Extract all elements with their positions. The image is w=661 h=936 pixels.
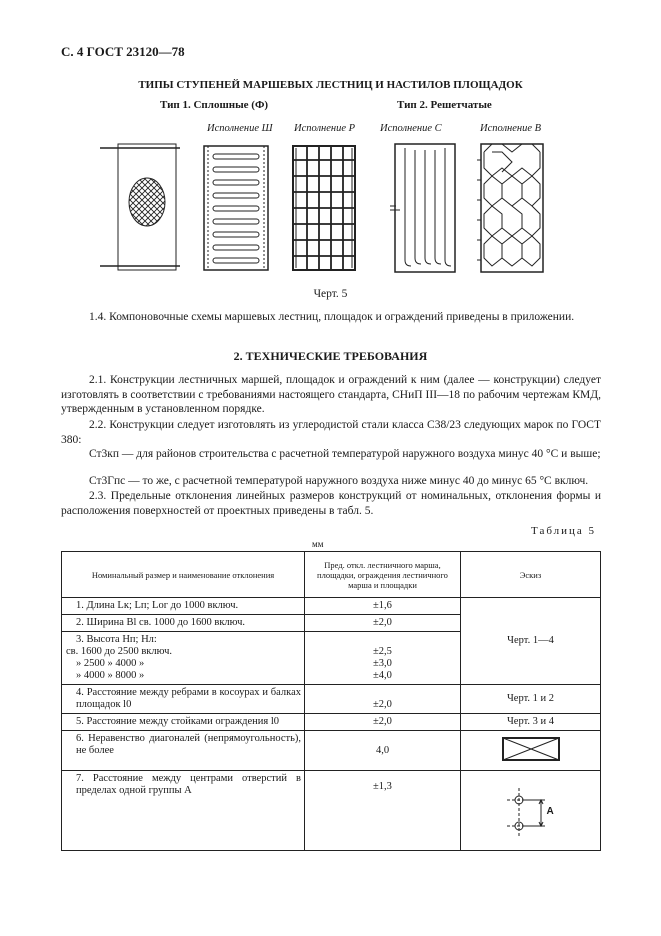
variant-v: Исполнение В: [480, 123, 542, 134]
hole-spacing-sketch: [501, 780, 561, 842]
para-2-3: 2.3. Предельные отклонения линейных размеров конструкций от номинальных, отклонения формы и расположения поверхностей от проектных приведены в табл. 5.: [61, 490, 601, 517]
section-2-title: 2. ТЕХНИЧЕСКИЕ ТРЕБОВАНИЯ: [233, 349, 428, 363]
sketch-ref-1-4: Черт. 1—4: [461, 598, 601, 685]
variant-r: Исполнение Р: [294, 123, 356, 134]
table-row: 5. Расстояние между стойками ограждения l0 ±2,0 Черт. 3 и 4: [62, 714, 601, 731]
para-2-1: 2.1. Конструкции лестничных маршей, площадок и ограждений к ним (далее — конструкции) следует изготовлять в соответствии с требованиями настоящего стандарта, СНиП III—18 по рабочим чертежам КМД, утвержденным в установленном порядке.: [61, 374, 601, 415]
step-types-drawing: [100, 140, 570, 280]
header-name: Номинальный размер и наименование отклонения: [62, 552, 305, 598]
dim-label: А: [546, 806, 554, 817]
table-row: 2. Ширина Bl св. 1000 до 1600 включ. ±2,0: [62, 615, 601, 632]
slotted-step-sketch: [204, 146, 268, 270]
deviation-table: [61, 551, 601, 851]
bar-step-sketch: [390, 144, 455, 272]
variant-sh: Исполнение Ш: [207, 123, 273, 134]
para-2-2: 2.2. Конструкции следует изготовлять из углеродистой стали класса С38/23 следующих марок по ГОСТ 380:: [61, 419, 601, 446]
table-row: 4. Расстояние между ребрами в косоурах и балках площадок l0 ±2,0 Черт. 1 и 2: [62, 685, 601, 714]
para-1-4: 1.4. Компоновочные схемы маршевых лестниц, площадок и ограждений приведены в приложении.: [89, 311, 575, 323]
header-deviation: Пред. откл. лестничного марша, площадки, ограждения лестничного марша и площадки: [305, 552, 461, 598]
diagonal-sketch: [502, 737, 560, 761]
variant-s: Исполнение С: [380, 123, 442, 134]
para-st3gps: Ст3Гпс — то же, с расчетной температурой наружного воздуха ниже минус 40 до минус 65 °С включ.: [89, 475, 589, 487]
table-row: 6. Неравенство диагоналей (непрямоугольность), не более 4,0: [62, 731, 601, 771]
grid-step-sketch: [293, 146, 355, 270]
table-row: 3. Высота Hп; Hл: св. 1600 до 2500 включ. » 2500 » 4000 » » 4000 » 8000 » ±2,5 ±3,0 ±4,0: [62, 632, 601, 685]
expanded-mesh-step-sketch: [477, 144, 543, 272]
para-st3kp: Ст3кп — для районов строительства с расчетной температурой наружного воздуха минус 40 °С и выше;: [89, 448, 601, 460]
table-unit: мм: [312, 539, 324, 549]
table-row: 1. Длина Lк; Lп; Lог до 1000 включ. ±1,6 Черт. 1—4: [62, 598, 601, 615]
type2-label: Тип 2. Решетчатые: [397, 99, 492, 111]
table-row: 7. Расстояние между центрами отверстий в пределах одной группы А ±1,3 А: [62, 771, 601, 851]
header-sketch: Эскиз: [461, 552, 601, 598]
page-header: С. 4 ГОСТ 23120—78: [61, 44, 185, 59]
figure-title: ТИПЫ СТУПЕНЕЙ МАРШЕВЫХ ЛЕСТНИЦ И НАСТИЛОВ ПЛОЩАДОК: [138, 79, 523, 91]
type1-label: Тип 1. Сплошные (Ф): [160, 99, 269, 111]
solid-step-sketch: [100, 144, 180, 270]
table-label: Таблица 5: [531, 525, 597, 537]
figure-caption: Черт. 5: [313, 288, 348, 300]
